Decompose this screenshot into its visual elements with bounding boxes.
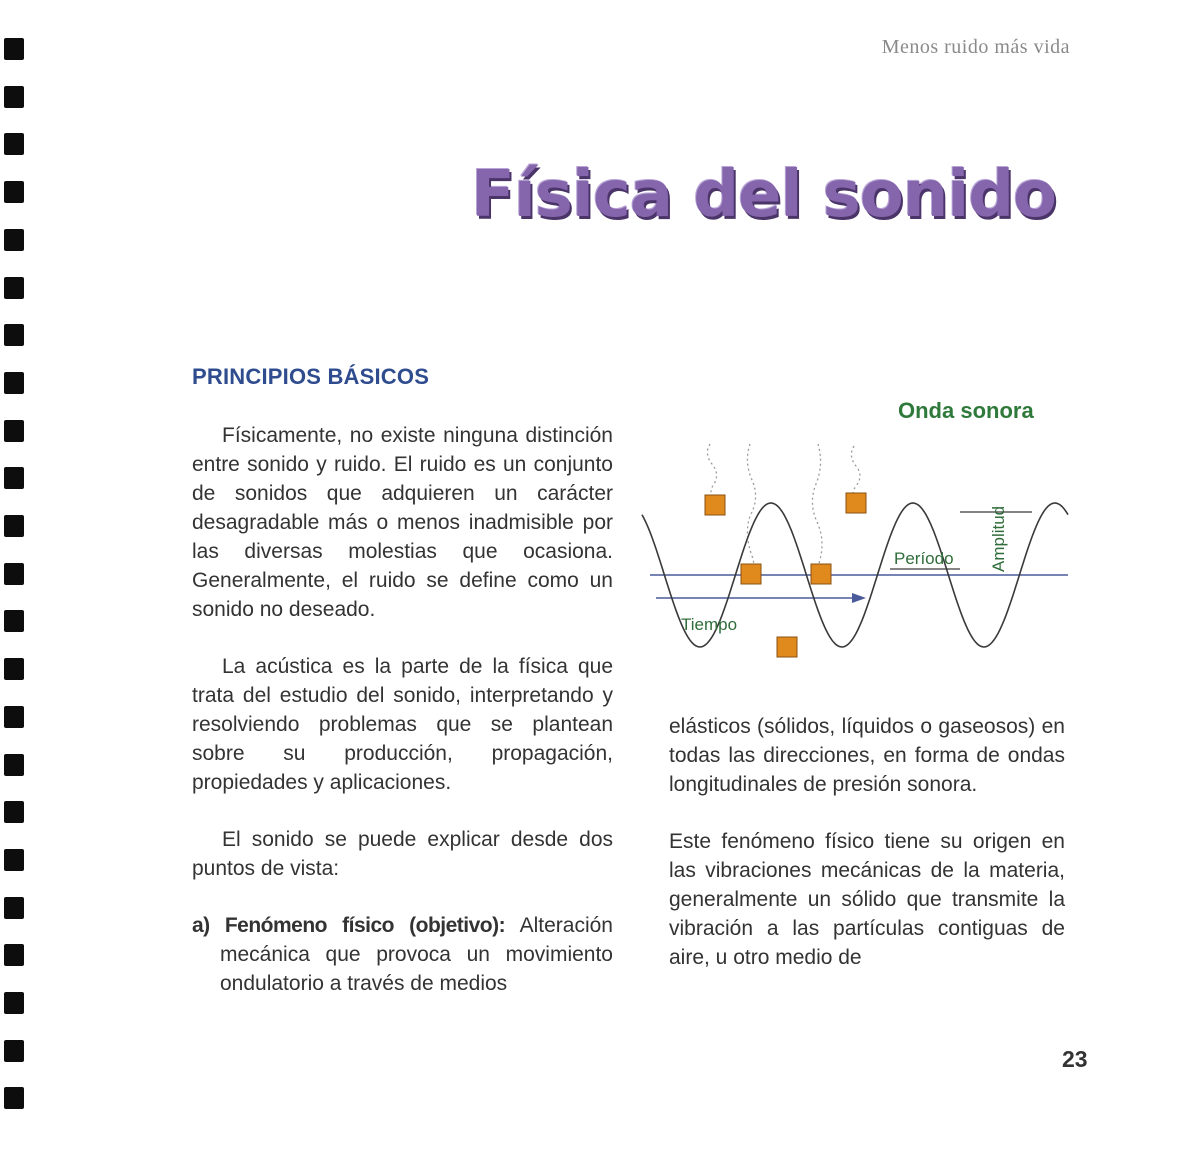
binding-hole	[4, 467, 24, 489]
binding-hole	[4, 706, 24, 728]
period-label: Período	[894, 549, 954, 568]
list-item-text: Alteración mecánica que provoca un movimiento ondulatorio a través de medios	[220, 914, 613, 995]
time-arrow-head	[852, 593, 866, 603]
binding-hole	[4, 229, 24, 251]
binding-hole	[4, 86, 24, 108]
right-column	[669, 712, 1065, 972]
paragraph-viewpoints: El sonido se puede explicar desde dos puntos de vista:	[192, 828, 613, 880]
running-header: Menos ruido más vida	[881, 36, 1070, 58]
diagram-title: Onda sonora	[898, 398, 1034, 423]
binding-hole	[4, 1040, 24, 1062]
binding-hole	[4, 992, 24, 1014]
particle-trails	[707, 444, 860, 578]
page-number: 23	[1062, 1046, 1088, 1072]
paragraph-definition: Físicamente, no existe ninguna distinción entre sonido y ruido. El ruido es un conjunto de sonidos que adquieren un carácter desagradable más o menos inadmisible por las diversas molestias que ocasiona. Generalmente, el ruido se define como un sonido no deseado.	[192, 424, 613, 621]
binding-hole	[4, 563, 24, 585]
binding-hole	[4, 181, 24, 203]
amplitude-label: Amplitud	[989, 505, 1008, 572]
paragraph-elastic-media: elásticos (sólidos, líquidos o gaseosos) en todas las direcciones, en forma de ondas longitudinales de presión sonora.	[669, 715, 1065, 796]
section-heading: PRINCIPIOS BÁSICOS	[192, 364, 430, 389]
sound-wave-diagram	[636, 432, 1076, 664]
binding-hole	[4, 944, 24, 966]
particle	[811, 564, 831, 584]
page-title: Física del sonido	[471, 158, 1056, 232]
binding-hole	[4, 133, 24, 155]
binding-hole	[4, 849, 24, 871]
binding-hole	[4, 324, 24, 346]
particle	[705, 495, 725, 515]
binding-hole	[4, 754, 24, 776]
binding-hole	[4, 658, 24, 680]
paragraph-origin: Este fenómeno físico tiene su origen en las vibraciones mecánicas de la materia, generalmente un sólido que transmite la vibración a las partículas contiguas de aire, u otro medio de	[669, 830, 1065, 969]
particle	[846, 493, 866, 513]
binding-hole	[4, 372, 24, 394]
particle	[741, 564, 761, 584]
time-label: Tiempo	[681, 615, 738, 634]
particle	[777, 637, 797, 657]
binding-hole	[4, 897, 24, 919]
binding-hole	[4, 1087, 24, 1109]
list-item-label: a) Fenómeno físico (objetivo):	[192, 914, 506, 937]
binding-hole	[4, 515, 24, 537]
binding-hole	[4, 801, 24, 823]
binding-hole	[4, 420, 24, 442]
paragraph-acoustics: La acústica es la parte de la física que trata del estudio del sonido, interpretando y resolviendo problemas que se plantean sobre su producción, propagación, propiedades y aplicaciones.	[192, 655, 613, 794]
left-column	[192, 421, 613, 998]
spiral-binding	[4, 38, 26, 1128]
binding-hole	[4, 610, 24, 632]
binding-hole	[4, 277, 24, 299]
binding-hole	[4, 38, 24, 60]
list-item-physical-phenomenon	[192, 911, 613, 998]
